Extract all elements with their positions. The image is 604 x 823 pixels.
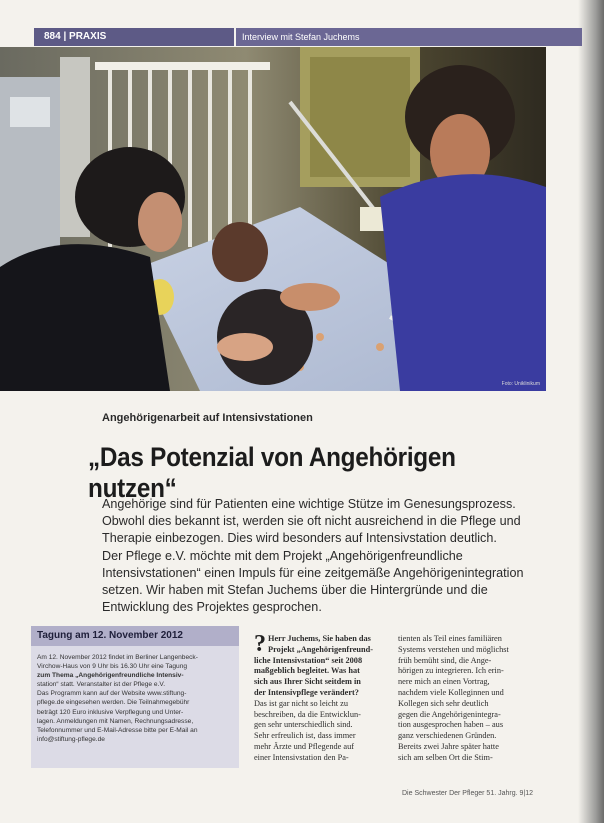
answer-line: sich am selben Ort die Stim- <box>398 752 493 762</box>
answer-line: tienten als Teil eines familiären <box>398 634 502 643</box>
answer-line: nere mich an einen Vortrag, <box>398 677 490 687</box>
question-line: sich aus Ihrer Sicht seitdem in <box>254 677 361 687</box>
infobox-line: beträgt 120 Euro inklusive Verpflegung und Unter- <box>37 708 184 716</box>
question-line: Herr Juchems, Sie haben das <box>268 634 371 643</box>
answer-line: Das ist gar nicht so leicht zu <box>254 698 349 708</box>
journal-footer: Die Schwester Der Pfleger 51. Jahrg. 9|12 <box>402 790 533 797</box>
section-label: 884 | PRAXIS <box>34 28 234 46</box>
answer-line: hörigen zu integrieren. Ich erin- <box>398 666 504 676</box>
infobox-line: pflege.de eingesehen werden. Die Teilnahmegebühr <box>37 699 190 707</box>
interview-column-1 <box>254 631 388 764</box>
answer-line: Sehr erfreulich ist, dass immer <box>254 731 356 741</box>
photo-credit: Foto: Uniklinikum <box>501 381 540 387</box>
hero-photo <box>0 47 546 391</box>
answer-line: einer Intensivstation den Pa- <box>254 752 349 762</box>
interview-column-2 <box>398 634 545 764</box>
answer-line: beschreiben, da die Entwicklun- <box>254 709 361 719</box>
running-title: Interview mit Stefan Juchems <box>236 28 582 46</box>
answer-line: ganz verschiedenen Gründen. <box>398 731 497 741</box>
answer-line: nachdem viele Kolleginnen und <box>398 687 504 697</box>
answer-line: mehr Ärzte und Pflegende auf <box>254 741 354 751</box>
infobox-line: zum Thema „Angehörigenfreundliche Intensiv- <box>37 672 184 680</box>
article-lead <box>102 496 540 616</box>
infobox-line: Das Programm kann auf der Website www.stiftung- <box>37 690 187 698</box>
event-infobox <box>31 626 239 768</box>
answer-line: Kollegen sich sehr deutlich <box>398 698 489 708</box>
question-line: maßgeblich begleitet. Was hat <box>254 666 360 676</box>
page-edge-shadow <box>578 0 604 823</box>
answer-line: tion ausgesprochen haben – aus <box>398 720 504 730</box>
infobox-line: Virchow-Haus von 9 Uhr bis 16.30 Uhr eine Tagung <box>37 663 188 671</box>
article-title: „Das Potenzial von Angehörigen nutzen“ <box>88 442 456 503</box>
infobox-link[interactable]: info@stiftung-pflege.de <box>37 735 105 743</box>
answer-line: Systems verstehen und möglichst <box>398 644 509 654</box>
lead-line: Der Pflege e.V. möchte mit dem Projekt „Angehörigenfreundliche <box>102 548 463 563</box>
lead-line: setzen. Wir haben mit Stefan Juchems über die Hintergründe und die <box>102 583 488 598</box>
lead-line: Entwicklung des Projektes gesprochen. <box>102 600 322 615</box>
infobox-heading: Tagung am 12. November 2012 <box>31 626 239 646</box>
question-line: liche Intensivstation“ seit 2008 <box>254 655 363 665</box>
infobox-line: station“ statt. Veranstalter ist der Pflege e.V. <box>37 681 166 689</box>
lead-line: Angehörige sind für Patienten eine wichtige Stütze im Genesungsprozess. <box>102 497 516 511</box>
lead-line: Obwohl dies bekannt ist, werden sie oft nicht ausreichend in die Pflege und <box>102 514 521 529</box>
answer-line: gen sehr unterschiedlich sind. <box>254 720 353 730</box>
article-kicker: Angehörigenarbeit auf Intensivstationen <box>102 412 313 424</box>
question-line: der Intensivpflege verändert? <box>254 687 359 697</box>
answer-line: Bereits zwei Jahre später hatte <box>398 741 499 751</box>
photo-illustration <box>0 47 546 391</box>
answer-line: gegen die Angehörigenintegra- <box>398 709 501 719</box>
infobox-line: lagen. Anmeldungen mit Namen, Rechnungsadresse, <box>37 717 194 725</box>
answer-line: früh bemüht sind, die Ange- <box>398 655 492 665</box>
infobox-line: Am 12. November 2012 findet im Berliner Langenbeck- <box>37 654 198 661</box>
lead-line: Therapie einbezogen. Dies wird besonders auf Intensivstation deutlich. <box>102 531 497 546</box>
infobox-line: Telefonnummer und E-Mail-Adresse bitte per E-Mail an <box>37 726 198 734</box>
question-line: Projekt „Angehörigenfreund- <box>268 644 374 654</box>
page-header <box>34 28 582 46</box>
infobox-body <box>31 646 239 744</box>
lead-line: Intensivstationen“ einen Impuls für eine zeitgemäße Angehörigenintegration <box>102 565 524 580</box>
question-mark-icon: ? <box>254 631 266 657</box>
